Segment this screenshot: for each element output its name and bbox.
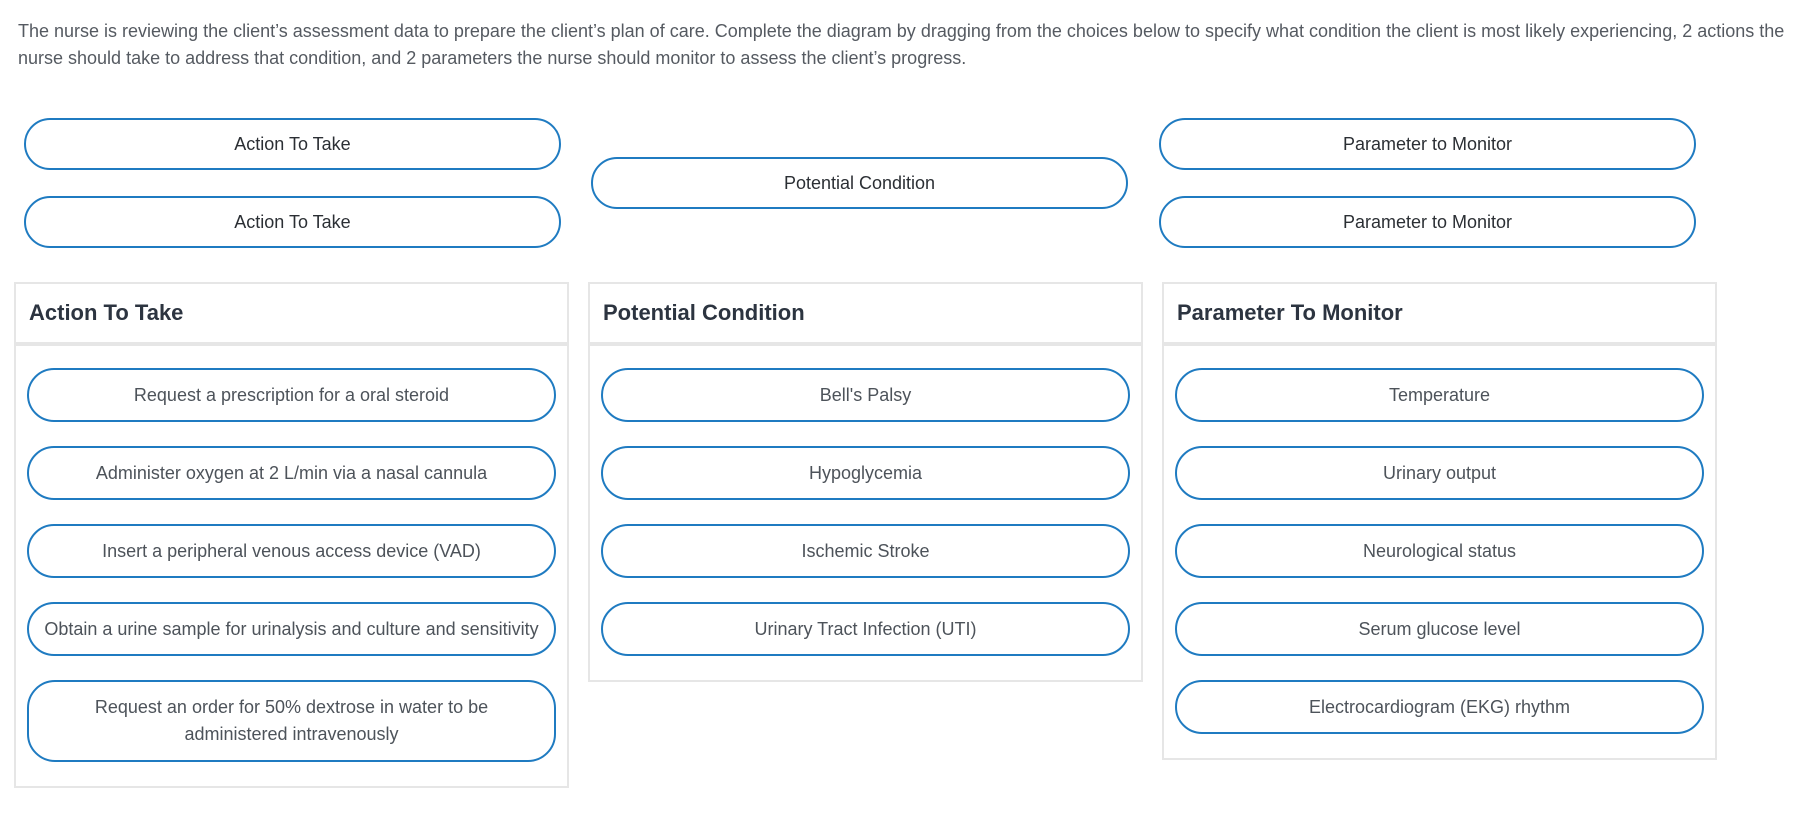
action-option[interactable]: Request an order for 50% dextrose in water to be administered intravenously: [27, 680, 556, 762]
parameter-option[interactable]: Temperature: [1175, 368, 1704, 422]
parameters-panel: [1162, 282, 1717, 760]
action-drop-zone-2[interactable]: Action To Take: [24, 196, 561, 248]
action-option[interactable]: Request a prescription for a oral steroid: [27, 368, 556, 422]
condition-option[interactable]: Urinary Tract Infection (UTI): [601, 602, 1130, 656]
action-option[interactable]: Insert a peripheral venous access device (VAD): [27, 524, 556, 578]
action-option[interactable]: Administer oxygen at 2 L/min via a nasal cannula: [27, 446, 556, 500]
action-drop-zone-1[interactable]: Action To Take: [24, 118, 561, 170]
parameter-option[interactable]: Serum glucose level: [1175, 602, 1704, 656]
instructions-text: The nurse is reviewing the client’s assessment data to prepare the client’s plan of care. Complete the diagram by dragging from the choices below to specify what condition the client is most likely experiencing, 2 actions the nurse should take to address that condition, and 2 parameters the nurse should monitor to assess the client’s progress.: [18, 21, 1785, 68]
actions-panel: [14, 282, 569, 788]
actions-panel-title: Action To Take: [16, 284, 567, 346]
parameter-option[interactable]: Urinary output: [1175, 446, 1704, 500]
condition-option[interactable]: Ischemic Stroke: [601, 524, 1130, 578]
conditions-panel: [588, 282, 1143, 682]
parameter-option[interactable]: Electrocardiogram (EKG) rhythm: [1175, 680, 1704, 734]
parameters-options-list: [1164, 346, 1715, 758]
parameter-drop-zone-2[interactable]: Parameter to Monitor: [1159, 196, 1696, 248]
parameter-drop-zone-1[interactable]: Parameter to Monitor: [1159, 118, 1696, 170]
conditions-panel-title: Potential Condition: [590, 284, 1141, 346]
condition-option[interactable]: Hypoglycemia: [601, 446, 1130, 500]
conditions-options-list: [590, 346, 1141, 680]
parameters-panel-title: Parameter To Monitor: [1164, 284, 1715, 346]
condition-option[interactable]: Bell's Palsy: [601, 368, 1130, 422]
condition-drop-zone[interactable]: Potential Condition: [591, 157, 1128, 209]
parameter-option[interactable]: Neurological status: [1175, 524, 1704, 578]
actions-options-list: [16, 346, 567, 786]
action-option[interactable]: Obtain a urine sample for urinalysis and culture and sensitivity: [27, 602, 556, 656]
